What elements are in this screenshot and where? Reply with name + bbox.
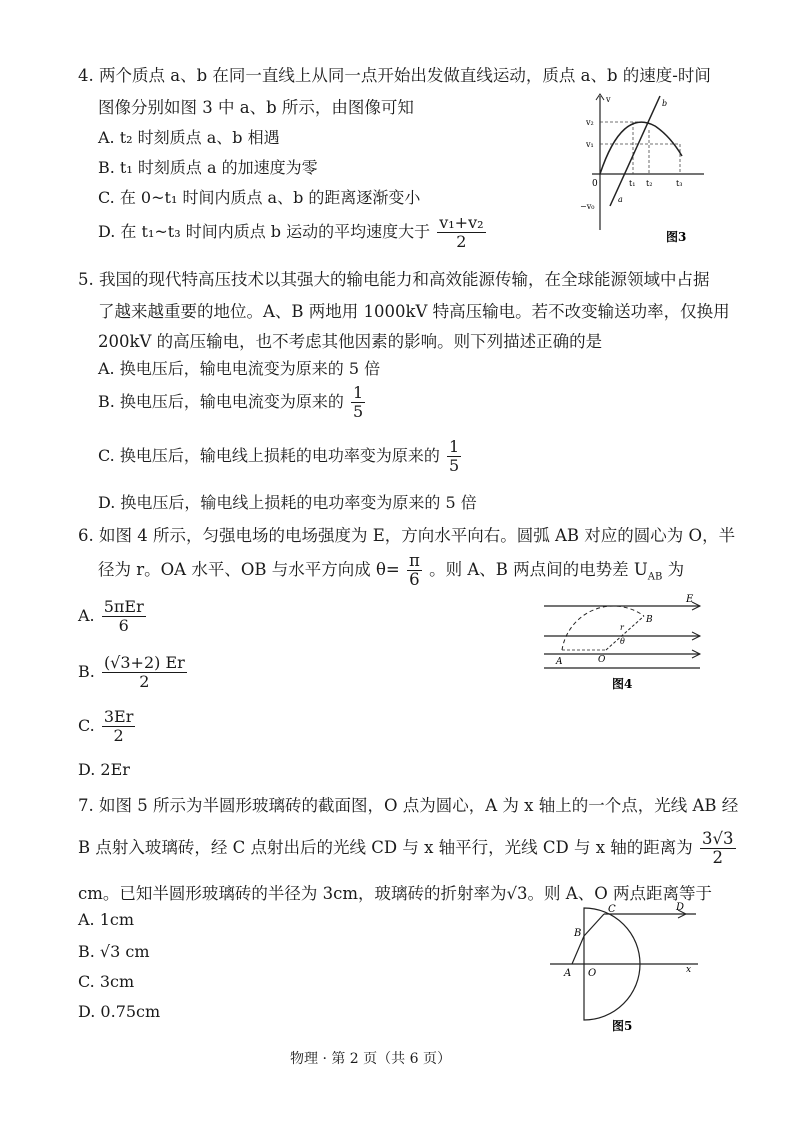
q5-option-b-fraction (351, 384, 365, 421)
q6-stem-text: 径为 r。OA 水平、OB 与水平方向成 θ= (98, 560, 400, 579)
figure-5-semicircle-glass (548, 902, 708, 1036)
q5-option-c-fraction (447, 438, 461, 475)
q5-option-c-text: C. 换电压后，输电线上损耗的电功率变为原来的 (98, 446, 440, 465)
fig3-label-origin: 0 (592, 179, 598, 189)
q6-uab-subscript: AB (647, 571, 663, 583)
q4-option-d-numerator: v₁+v₂ (439, 213, 484, 232)
q6-option-b-label: B. (78, 662, 95, 681)
fig4-label-o: O (598, 655, 606, 665)
q6-theta-numerator: π (408, 551, 420, 570)
q4-option-d-denominator: 2 (456, 232, 467, 251)
fig3-caption: 图3 (666, 230, 687, 244)
q5-option-d: D. 换电压后，输电线上损耗的电功率变为原来的 5 倍 (98, 493, 477, 512)
fig5-label-a: A (564, 968, 572, 979)
q4-option-d (98, 214, 488, 251)
fig3-label-t3: t₃ (676, 179, 683, 188)
q7-distance-denominator: 2 (712, 848, 724, 867)
q4-option-a: A. t₂ 时刻质点 a、b 相遇 (98, 128, 280, 147)
q7-option-b: B. √3 cm (78, 942, 150, 961)
q6-option-c-numerator: 3Er (103, 707, 134, 726)
q5-option-b-numerator: 1 (353, 383, 364, 402)
q7-distance-fraction (700, 830, 736, 867)
q6-option-c (78, 708, 137, 745)
fig4-label-a: A (556, 657, 563, 667)
fig5-label-b: B (574, 928, 582, 939)
q5-option-c-denominator: 5 (448, 456, 460, 475)
fig5-label-c: C (608, 904, 616, 915)
fig3-label-v1: v₁ (586, 140, 594, 149)
q7-stem-line3: cm。已知半圆形玻璃砖的半径为 3cm，玻璃砖的折射率为√3。则 A、O 两点距离等于 (78, 884, 712, 903)
q5-stem-line3: 200kV 的高压输电，也不考虑其他因素的影响。则下列描述正确的是 (98, 332, 603, 351)
q4-option-d-fraction (437, 214, 485, 251)
q4-option-b: B. t₁ 时刻质点 a 的加速度为零 (98, 158, 318, 177)
q6-stem-text-post: 。则 A、B 两点间的电势差 U (429, 560, 648, 579)
fig4-label-theta: θ (620, 637, 625, 646)
q6-option-c-label: C. (78, 716, 95, 735)
fig4-caption: 图4 (612, 677, 633, 691)
q7-stem-line2 (78, 830, 738, 867)
q6-option-b-denominator: 2 (139, 672, 150, 691)
q6-option-b-fraction (102, 654, 187, 691)
fig3-label-a: a (618, 195, 623, 204)
q6-stem-line2 (98, 552, 684, 589)
page-footer: 物理 · 第 2 页（共 6 页） (290, 1051, 451, 1067)
fig5-caption: 图5 (612, 1019, 633, 1033)
q6-stem-line1: 6. 如图 4 所示，匀强电场的电场强度为 E，方向水平向右。圆弧 AB 对应的圆心为 O，半 (78, 526, 736, 545)
q6-option-a-label: A. (78, 606, 95, 625)
fig3-label-t2: t₂ (646, 179, 653, 188)
fig5-label-o: O (588, 968, 597, 979)
fig3-label-v2: v₂ (586, 118, 594, 127)
q7-option-c: C. 3cm (78, 972, 135, 991)
q5-option-c-numerator: 1 (448, 437, 460, 456)
q4-stem-line1: 4. 两个质点 a、b 在同一直线上从同一点开始出发做直线运动，质点 a、b 的速度-时间 (78, 66, 711, 85)
q6-option-c-fraction (102, 708, 136, 745)
q6-option-c-denominator: 2 (113, 726, 124, 745)
q6-theta-fraction (407, 552, 422, 589)
q6-stem-end: 为 (662, 560, 685, 579)
fig3-label-v: v (606, 95, 611, 104)
q6-option-a-fraction (102, 598, 146, 635)
q7-stem-text: B 点射入玻璃砖，经 C 点射出后的光线 CD 与 x 轴平行，光线 CD 与 x 轴的距离为 (78, 838, 693, 857)
line-b (610, 96, 660, 206)
q4-option-d-text: D. 在 t₁~t₃ 时间内质点 b 运动的平均速度大于 (98, 222, 431, 241)
figure-3-vt-graph (570, 88, 710, 248)
fig5-label-x: x (686, 965, 692, 975)
q7-stem-line1: 7. 如图 5 所示为半圆形玻璃砖的截面图，O 点为圆心，A 为 x 轴上的一个点，光线 AB 经 (78, 796, 739, 815)
q4-stem-line2: 图像分别如图 3 中 a、b 所示，由图像可知 (98, 98, 414, 117)
arc-ab (562, 606, 644, 650)
q5-stem-line2: 了越来越重要的地位。A、B 两地用 1000kV 特高压输电。若不改变输送功率，仅换用 (98, 302, 730, 321)
q5-option-b-text: B. 换电压后，输电电流变为原来的 (98, 392, 344, 411)
q5-option-a: A. 换电压后，输电电流变为原来的 5 倍 (98, 359, 381, 378)
q6-option-a-denominator: 6 (118, 616, 129, 635)
q6-option-b (78, 654, 189, 691)
fig4-label-b: B (646, 615, 653, 625)
fig3-label-t1: t₁ (629, 179, 636, 188)
q6-theta-denominator: 6 (409, 570, 420, 589)
q5-option-b-denominator: 5 (353, 402, 364, 421)
curve-a (600, 122, 682, 174)
q6-option-a (78, 598, 148, 635)
q5-stem-line1: 5. 我国的现代特高压技术以其强大的输电能力和高效能源传输，在全球能源领域中占据 (78, 270, 710, 289)
q5-option-c (98, 438, 463, 475)
q7-distance-numerator: 3√3 (702, 829, 734, 848)
q7-option-d: D. 0.75cm (78, 1002, 161, 1021)
figure-4-field-arc (540, 592, 710, 692)
fig3-label-b: b (662, 99, 668, 108)
q6-option-b-numerator: (√3+2) Er (103, 653, 185, 672)
fig3-label-neg-v0: −v₀ (580, 202, 595, 211)
q6-option-d: D. 2Er (78, 760, 130, 779)
q5-option-b (98, 384, 367, 421)
fig4-label-r: r (620, 623, 624, 632)
fig5-label-d: D (676, 902, 685, 913)
q6-option-a-numerator: 5πEr (103, 597, 144, 616)
q4-option-c: C. 在 0~t₁ 时间内质点 a、b 的距离逐渐变小 (98, 188, 421, 207)
q7-option-a: A. 1cm (78, 910, 135, 929)
fig4-label-e: E (686, 594, 694, 605)
